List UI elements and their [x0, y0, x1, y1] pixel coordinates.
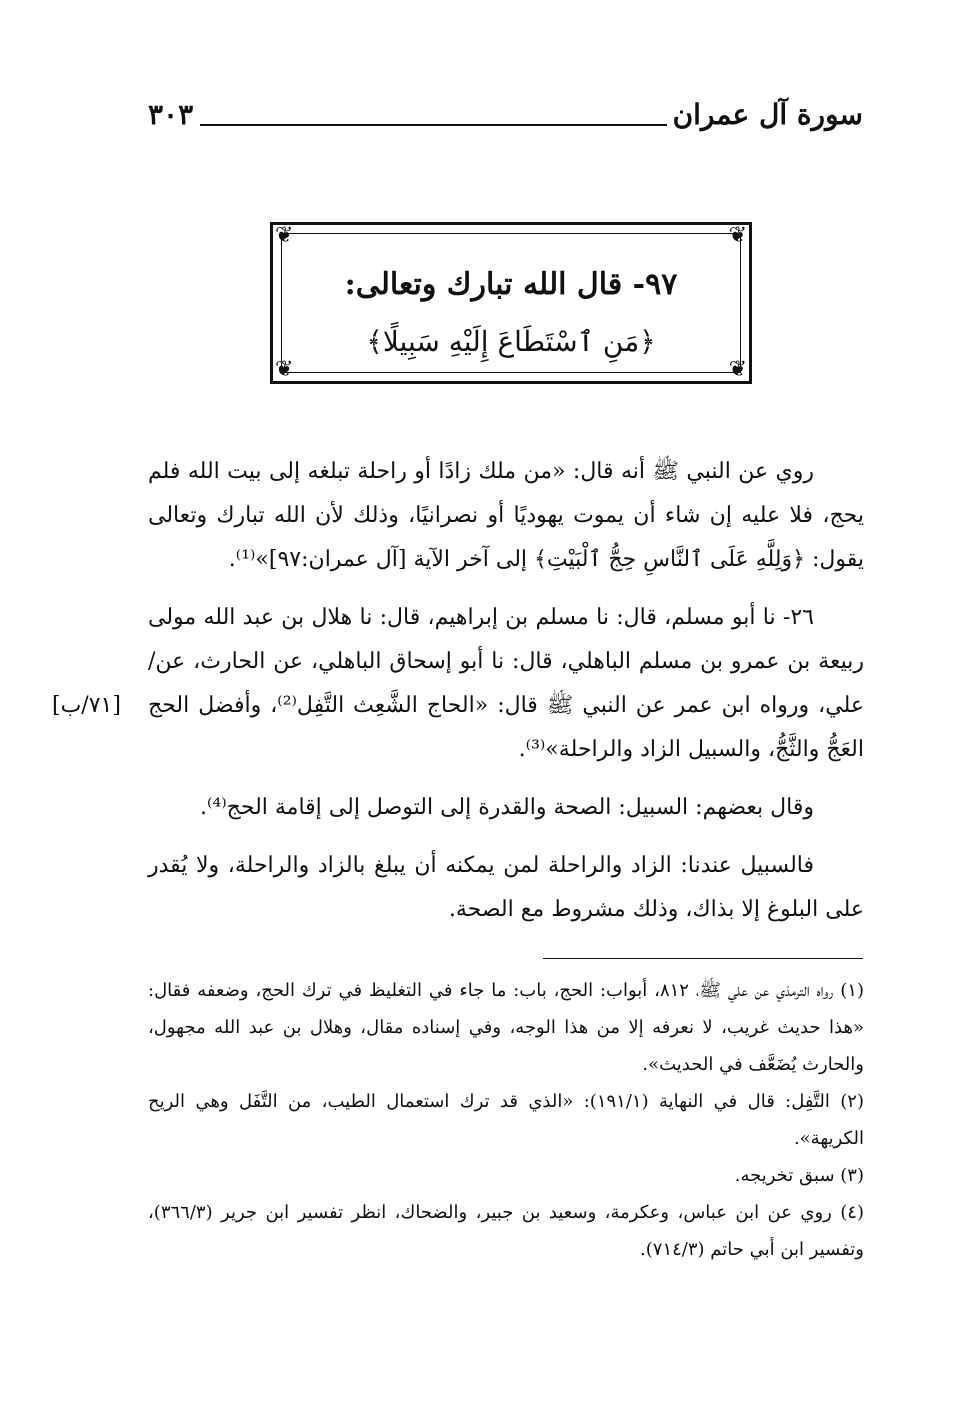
footnotes — [148, 972, 864, 1268]
footnote-separator — [543, 958, 863, 959]
running-header — [148, 98, 863, 148]
paragraph: روي عن النبي ﷺ أنه قال: «من ملك زادًا أو راحلة تبلغه إلى بيت الله فلم يحج، فلا عليه إن شاء أن يموت يهوديًا أو نصرانيًا، وذلك لأن الله تبارك وتعالى يقول: ﴿وَلِلَّهِ عَلَى ٱلنَّاسِ حِجُّ ٱلْبَيْتِ﴾ إلى آخر الآية [آل عمران:٩٧]»⁽¹⁾. — [148, 459, 864, 572]
manuscript-folio-marker: [٧١/ب] — [52, 693, 121, 718]
footnote: (١) رواه الترمذي عن علي ﷺ، ٨١٢، أبواب: الحج، باب: ما جاء في التغليظ في ترك الحج، وضعفه فقال: «هذا حديث غريب، لا نعرفه إلا من هذا الوجه، وفي إسناده مقال، وهلال بن عبد الله مجهول، والحارث يُضَعَّف في الحديث». — [148, 980, 864, 1075]
section-heading: ٩٧- قال الله تبارك وتعالى: — [344, 267, 678, 302]
ornamental-heading-frame — [270, 222, 752, 384]
footnote: (٤) روي عن ابن عباس، وعكرمة، وسعيد بن جبير، والضحاك، انظر تفسير ابن جرير (٣٦٦/٣)، وتفسير ابن أبي حاتم (٧١٤/٣). — [148, 1202, 864, 1260]
corner-ornament-icon: ❦ — [275, 357, 294, 382]
corner-ornament-icon: ❦ — [728, 357, 747, 382]
surah-title: سورة آل عمران — [672, 98, 863, 131]
quran-verse: ﴿مَنِ ٱسْتَطَاعَ إِلَيْهِ سَبِيلًا﴾ — [366, 325, 656, 358]
footnote: (٣) سبق تخريجه. — [734, 1165, 864, 1186]
page-number: ٣٠٣ — [148, 98, 194, 131]
corner-ornament-icon: ❦ — [275, 223, 294, 248]
corner-ornament-icon: ❦ — [728, 223, 747, 248]
footnote: (٢) التَّفِل: قال في النهاية (١٩١/١): «الذي قد ترك استعمال الطيب، من التَّفَل وهي الريح الكريهة». — [148, 1091, 864, 1149]
main-text — [148, 450, 864, 946]
paragraph: فالسبيل عندنا: الزاد والراحلة لمن يمكنه أن يبلغ بالزاد والراحلة، ولا يُقدر على البلوغ إلا بذاك، وذلك مشروط مع الصحة. — [148, 853, 864, 922]
paragraph: وقال بعضهم: السبيل: الصحة والقدرة إلى التوصل إلى إقامة الحج⁽⁴⁾. — [200, 795, 814, 820]
header-rule — [200, 124, 667, 126]
paragraph: ٢٦- نا أبو مسلم، قال: نا مسلم بن إبراهيم، قال: نا هلال بن عبد الله مولى ربيعة بن عمرو بن مسلم الباهلي، قال: نا أبو إسحاق الباهلي، عن الحارث، عن/ علي، ورواه ابن عمر عن النبي ﷺ قال: «الحاج الشَّعِث التَّفِل⁽²⁾، وأفضل الحج العَجُّ والثَّجُّ، والسبيل الزاد والراحلة»⁽³⁾. — [148, 605, 864, 762]
